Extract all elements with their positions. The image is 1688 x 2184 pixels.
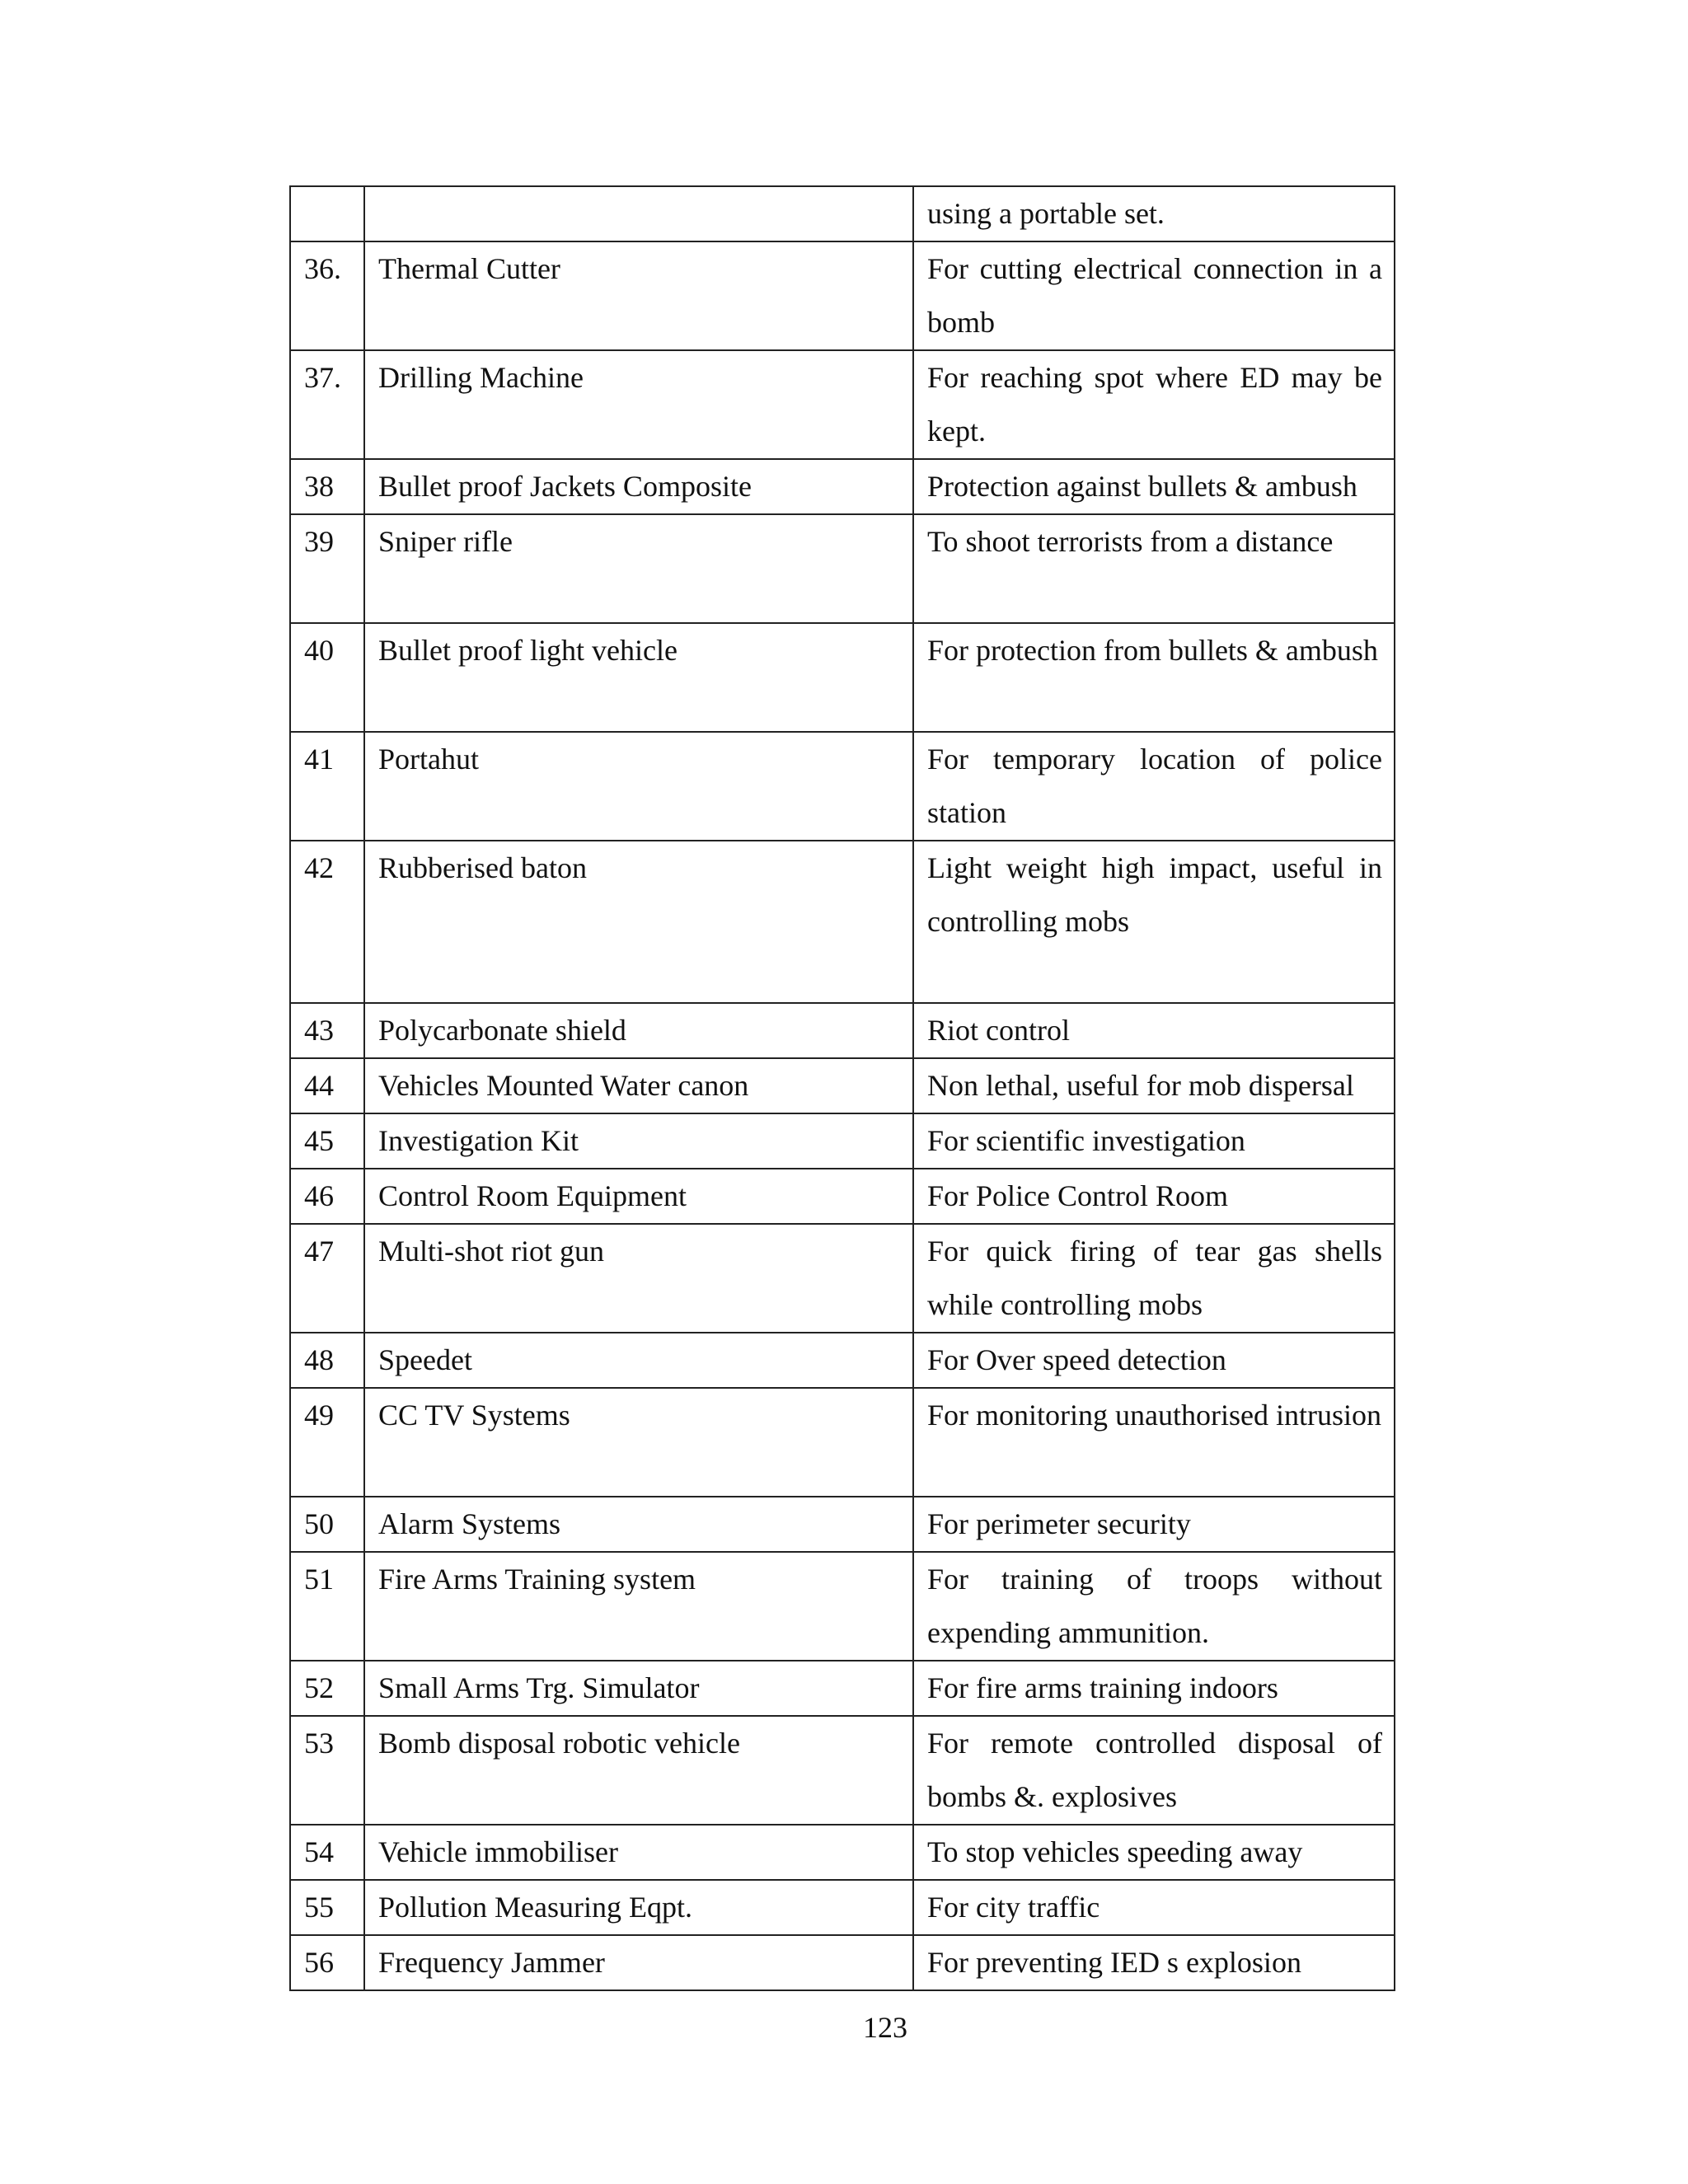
item-name-cell [364,186,913,241]
table-row [290,841,1395,1003]
item-name-cell: Alarm Systems [364,1497,913,1552]
item-name-cell: Sniper rifle [364,514,913,623]
table-row [290,459,1395,514]
item-name-cell: Rubberised baton [364,841,913,1003]
purpose-cell: To shoot terrorists from a distance [913,514,1395,623]
purpose-cell: For quick firing of tear gas shells while controlling mobs [913,1224,1395,1333]
serial-number-cell: 44 [290,1058,364,1113]
serial-number-cell: 55 [290,1880,364,1935]
purpose-cell: For city traffic [913,1880,1395,1935]
purpose-cell: For cutting electrical connection in a bomb [913,241,1395,350]
equipment-table-body [290,186,1395,1990]
purpose-cell: For perimeter security [913,1497,1395,1552]
item-name-cell: Bullet proof light vehicle [364,623,913,732]
serial-number-cell: 53 [290,1716,364,1825]
purpose-cell: For preventing IED s explosion [913,1935,1395,1990]
serial-number-cell: 45 [290,1113,364,1169]
serial-number-cell: 54 [290,1825,364,1880]
table-row [290,1497,1395,1552]
purpose-cell: Non lethal, useful for mob dispersal [913,1058,1395,1113]
purpose-cell: For training of troops without expending ammunition. [913,1552,1395,1661]
purpose-cell: For fire arms training indoors [913,1661,1395,1716]
purpose-cell: For Over speed detection [913,1333,1395,1388]
purpose-cell: For temporary location of police station [913,732,1395,841]
serial-number-cell: 51 [290,1552,364,1661]
table-row [290,186,1395,241]
page-number: 123 [863,2011,907,2044]
purpose-cell: For protection from bullets & ambush [913,623,1395,732]
serial-number-cell: 50 [290,1497,364,1552]
serial-number-cell: 42 [290,841,364,1003]
purpose-cell: Riot control [913,1003,1395,1058]
serial-number-cell: 43 [290,1003,364,1058]
item-name-cell: Bullet proof Jackets Composite [364,459,913,514]
item-name-cell: Multi-shot riot gun [364,1224,913,1333]
table-row [290,350,1395,459]
purpose-cell: For scientific investigation [913,1113,1395,1169]
purpose-cell: To stop vehicles speeding away [913,1825,1395,1880]
serial-number-cell: 49 [290,1388,364,1497]
item-name-cell: Vehicles Mounted Water canon [364,1058,913,1113]
serial-number-cell: 52 [290,1661,364,1716]
purpose-cell: using a portable set. [913,186,1395,241]
serial-number-cell: 41 [290,732,364,841]
table-row [290,1003,1395,1058]
purpose-cell: Light weight high impact, useful in controlling mobs [913,841,1395,1003]
purpose-cell: For monitoring unauthorised intrusion [913,1388,1395,1497]
table-row [290,1388,1395,1497]
serial-number-cell: 56 [290,1935,364,1990]
item-name-cell: Pollution Measuring Eqpt. [364,1880,913,1935]
table-row [290,1224,1395,1333]
table-row [290,1880,1395,1935]
item-name-cell: CC TV Systems [364,1388,913,1497]
serial-number-cell: 38 [290,459,364,514]
serial-number-cell: 46 [290,1169,364,1224]
table-row [290,1825,1395,1880]
serial-number-cell: 39 [290,514,364,623]
serial-number-cell: 48 [290,1333,364,1388]
purpose-cell: For Police Control Room [913,1169,1395,1224]
item-name-cell: Thermal Cutter [364,241,913,350]
purpose-cell: For remote controlled disposal of bombs &. explosives [913,1716,1395,1825]
item-name-cell: Investigation Kit [364,1113,913,1169]
table-row [290,241,1395,350]
purpose-cell: Protection against bullets & ambush [913,459,1395,514]
table-row [290,1661,1395,1716]
serial-number-cell: 36. [290,241,364,350]
table-row [290,1333,1395,1388]
item-name-cell: Control Room Equipment [364,1169,913,1224]
item-name-cell: Polycarbonate shield [364,1003,913,1058]
item-name-cell: Portahut [364,732,913,841]
serial-number-cell: 47 [290,1224,364,1333]
item-name-cell: Frequency Jammer [364,1935,913,1990]
serial-number-cell: 37. [290,350,364,459]
table-row [290,1113,1395,1169]
item-name-cell: Drilling Machine [364,350,913,459]
table-row [290,1058,1395,1113]
table-row [290,732,1395,841]
item-name-cell: Small Arms Trg. Simulator [364,1661,913,1716]
serial-number-cell: 40 [290,623,364,732]
item-name-cell: Speedet [364,1333,913,1388]
table-row [290,1552,1395,1661]
table-row [290,1716,1395,1825]
table-row [290,514,1395,623]
item-name-cell: Fire Arms Training system [364,1552,913,1661]
item-name-cell: Bomb disposal robotic vehicle [364,1716,913,1825]
equipment-table [289,185,1395,1991]
table-row [290,623,1395,732]
item-name-cell: Vehicle immobiliser [364,1825,913,1880]
serial-number-cell [290,186,364,241]
table-row [290,1169,1395,1224]
table-row [290,1935,1395,1990]
purpose-cell: For reaching spot where ED may be kept. [913,350,1395,459]
